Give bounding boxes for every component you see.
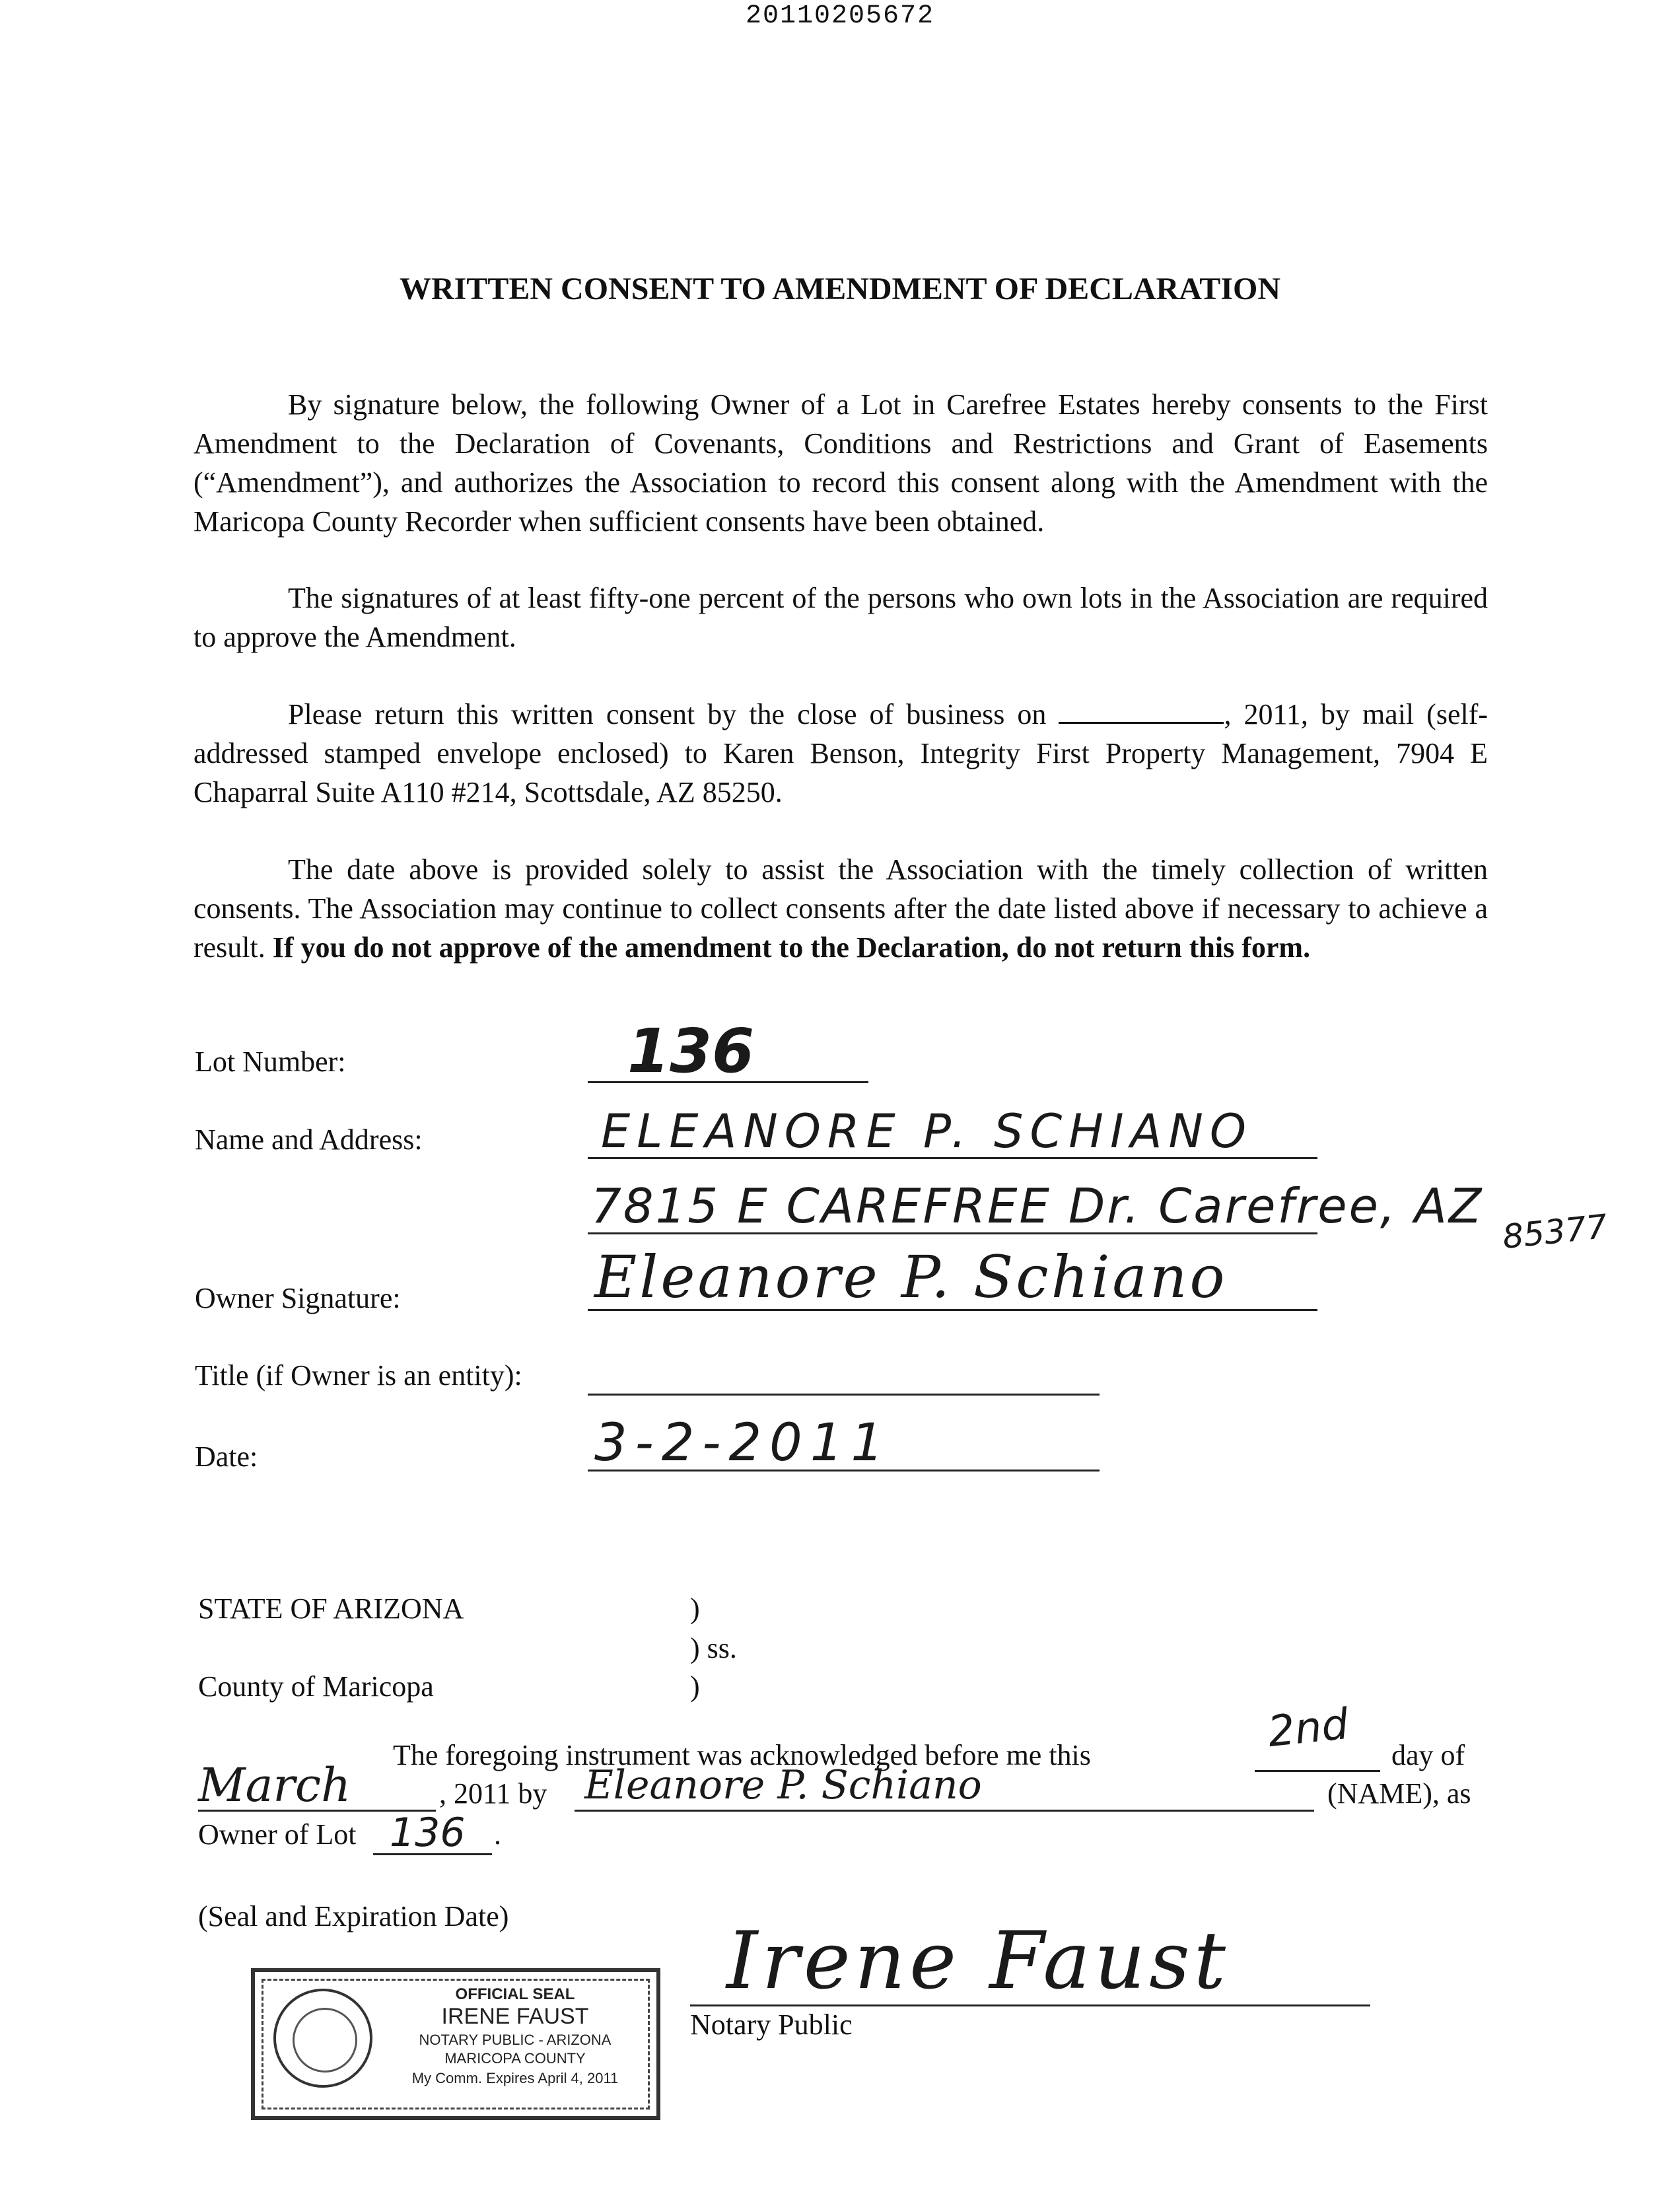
name-address-label: Name and Address: — [195, 1123, 423, 1156]
seal-line-notary: NOTARY PUBLIC - ARIZONA — [419, 2032, 612, 2048]
document-number: 20110205672 — [745, 1, 935, 31]
month-value: March — [198, 1758, 351, 1812]
state-seal-emblem — [273, 1989, 372, 2088]
notary-name-value: Eleanore P. Schiano — [584, 1762, 982, 1808]
disclaimer-warning: If you do not approve of the amendment to the Declaration, do not return this form. — [272, 931, 1311, 964]
venue-paren-ss: ) ss. — [690, 1632, 737, 1664]
consent-paragraph — [193, 385, 1488, 541]
owner-of-lot-period: . — [494, 1818, 501, 1851]
consent-text: By signature below, the following Owner of a Lot in Carefree Estates hereby consents to the First Amendment to the Declaration of Covenants, Conditions and Restrictions and Grant of Easements (“Amendment”), and authorizes the Association to record this consent along with the Amendment with the Maricopa County Recorder when sufficient consents have been obtained. — [193, 388, 1488, 538]
date-disclaimer-paragraph — [193, 850, 1488, 967]
county-label: County of Maricopa — [198, 1670, 434, 1703]
return-text-after: mail (self-addressed stamped envelope enclosed) to Karen Benson, Integrity First Property Management, 7904 E Chaparral Suite A110 #214, Scottsdale, AZ 85250. — [193, 698, 1488, 808]
day-value: 2nd — [1265, 1699, 1351, 1757]
seal-line-name: IRENE FAUST — [441, 2004, 589, 2029]
notary-lot-value: 136 — [390, 1810, 466, 1856]
disclaimer-text: The date above is provided solely to assist the Association with the timely collection of written consents. The Association may continue to collect consents after the date listed above if necessary to achieve a result. — [193, 853, 1488, 964]
entity-title-label: Title (if Owner is an entity): — [195, 1359, 522, 1392]
day-of-text: day of — [1391, 1739, 1465, 1771]
acknowledgment-text: The foregoing instrument was acknowledged before me this — [393, 1739, 1091, 1771]
name-suffix-text: (NAME), as — [1327, 1777, 1471, 1810]
owner-signature-label: Owner Signature: — [195, 1282, 401, 1314]
owner-of-lot-text: Owner of Lot — [198, 1818, 357, 1851]
requirement-text: The signatures of at least fifty-one percent of the persons who own lots in the Association are required to approve the Amendment. — [193, 582, 1488, 653]
seal-line-expiration: My Comm. Expires April 4, 2011 — [411, 2070, 619, 2086]
state-label: STATE OF ARIZONA — [198, 1592, 464, 1625]
owner-address-value: 7815 E CAREFREE Dr. Carefree, AZ — [591, 1178, 1484, 1234]
seal-expiration-label: (Seal and Expiration Date) — [198, 1900, 509, 1932]
venue-paren-3: ) — [690, 1670, 700, 1703]
owner-signature: Eleanore P. Schiano — [594, 1243, 1228, 1311]
owner-name-value: ELEANORE P. SCHIANO — [601, 1104, 1253, 1158]
lot-number-label: Lot Number: — [195, 1046, 346, 1078]
lot-number-value: 136 — [627, 1016, 755, 1086]
document-title: WRITTEN CONSENT TO AMENDMENT OF DECLARATION — [399, 271, 1280, 306]
notary-seal-stamp — [251, 1968, 660, 2120]
notary-public-label: Notary Public — [690, 2008, 853, 2041]
venue-paren-1: ) — [690, 1592, 700, 1625]
seal-line-county: MARICOPA COUNTY — [444, 2050, 586, 2067]
return-text-before: Please return this written consent by the close of business on — [288, 698, 1047, 730]
signature-requirement-paragraph — [193, 579, 1488, 656]
date-label: Date: — [195, 1440, 258, 1473]
notary-signature: Irene Faust — [726, 1915, 1230, 2007]
day-line — [1255, 1770, 1380, 1772]
entity-title-line — [588, 1394, 1100, 1396]
year-text: , 2011 by — [439, 1777, 547, 1810]
seal-line-official: OFFICIAL SEAL — [455, 1985, 575, 2003]
date-value: 3-2-2011 — [594, 1413, 892, 1473]
return-instructions-paragraph — [193, 695, 1488, 812]
return-year: , 2011, by — [1224, 698, 1350, 730]
owner-zip-value: 85377 — [1500, 1207, 1609, 1257]
notary-name-line — [575, 1810, 1314, 1812]
return-date-blank — [1059, 702, 1224, 724]
